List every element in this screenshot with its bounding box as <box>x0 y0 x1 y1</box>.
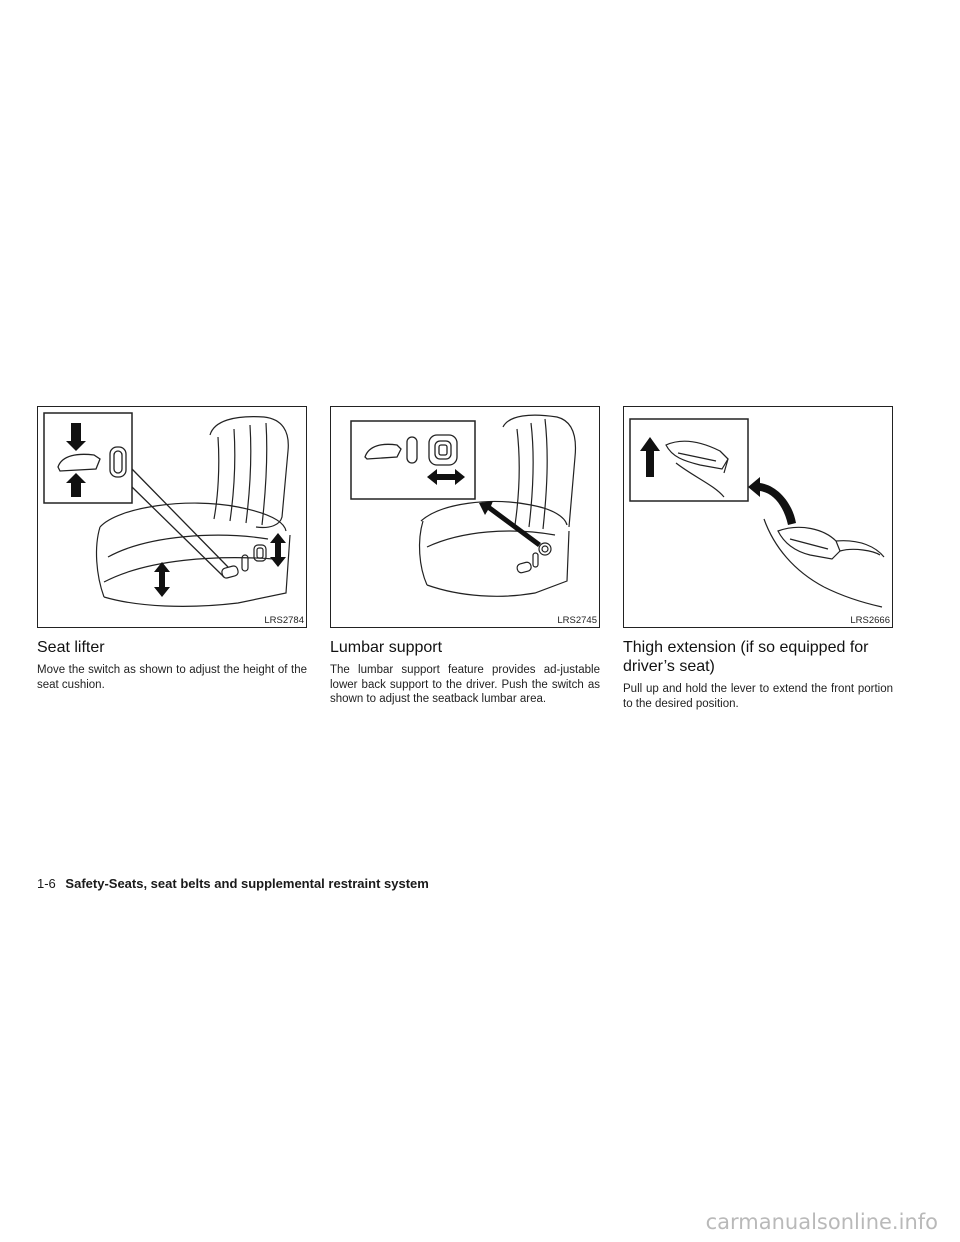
page-footer <box>37 876 429 891</box>
lumbar-support-drawing <box>331 407 599 627</box>
seat-lifter-drawing <box>38 407 306 627</box>
figure-code: LRS2666 <box>850 615 890 626</box>
footer-title: Safety-Seats, seat belts and supplemental restraint system <box>65 876 429 891</box>
section-heading: Lumbar support <box>330 639 443 656</box>
thigh-extension-illustration <box>623 406 893 628</box>
thigh-extension-drawing <box>624 407 892 627</box>
section-heading: Thigh extension (if so equipped for driver’s seat) <box>623 639 869 675</box>
seat-lifter-illustration <box>37 406 307 628</box>
section-seat-lifter <box>37 406 307 692</box>
section-body: Move the switch as shown to adjust the height of the seat cushion. <box>37 664 307 691</box>
lumbar-support-illustration <box>330 406 600 628</box>
figure-code: LRS2745 <box>557 615 597 626</box>
page-number: 1-6 <box>37 876 56 891</box>
watermark: carmanualsonline.info <box>705 1210 938 1234</box>
section-lumbar-support <box>330 406 600 707</box>
figure-code: LRS2784 <box>264 615 304 626</box>
section-body: Pull up and hold the lever to extend the front portion to the desired position. <box>623 683 893 710</box>
section-body: The lumbar support feature provides ad-justable lower back support to the driver. Push the switch as shown to adjust the seatback lumbar area. <box>330 664 600 705</box>
section-heading: Seat lifter <box>37 639 105 656</box>
section-thigh-extension <box>623 406 893 711</box>
